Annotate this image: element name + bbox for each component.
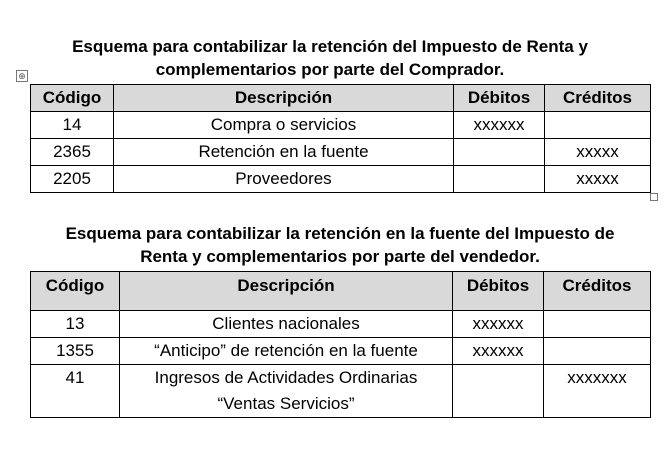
cell-descripcion: Proveedores — [114, 166, 454, 193]
table1-title-line1: Esquema para contabilizar la retención del Impuesto de Renta y — [72, 37, 588, 56]
cell-codigo: 13 — [31, 311, 120, 338]
table-row — [31, 365, 651, 418]
cell-creditos — [544, 338, 651, 365]
header-debitos: Débitos — [454, 85, 545, 112]
cell-codigo: 14 — [31, 112, 114, 139]
table1-title — [20, 35, 640, 81]
table1 — [30, 84, 651, 193]
cell-codigo: 1355 — [31, 338, 120, 365]
table1-header-row — [31, 85, 651, 112]
header-debitos: Débitos — [453, 272, 544, 311]
header-codigo: Código — [31, 272, 120, 311]
table-move-handle-icon[interactable]: ⊕ — [16, 70, 28, 82]
table-row — [31, 166, 651, 193]
cell-creditos: xxxxx — [545, 139, 651, 166]
header-creditos: Créditos — [544, 272, 651, 311]
cell-descripcion: Retención en la fuente — [114, 139, 454, 166]
cell-debitos — [453, 365, 544, 418]
cell-creditos: xxxxx — [545, 166, 651, 193]
table2-header-row — [31, 272, 651, 311]
table2 — [30, 271, 651, 418]
table2-title — [20, 222, 660, 268]
cell-creditos — [544, 311, 651, 338]
cell-debitos: xxxxxx — [454, 112, 545, 139]
table-row — [31, 112, 651, 139]
cell-creditos — [545, 112, 651, 139]
cell-debitos: xxxxxx — [453, 311, 544, 338]
table-row — [31, 311, 651, 338]
header-creditos: Créditos — [545, 85, 651, 112]
header-descripcion: Descripción — [120, 272, 453, 311]
table1-title-line2: complementarios por parte del Comprador. — [155, 60, 505, 79]
cell-debitos — [454, 139, 545, 166]
cell-creditos: xxxxxxx — [544, 365, 651, 418]
cell-descripcion: Compra o servicios — [114, 112, 454, 139]
cell-descripcion: Clientes nacionales — [120, 311, 453, 338]
table2-title-line1: Esquema para contabilizar la retención en la fuente del Impuesto de — [65, 224, 615, 243]
cell-descripcion: “Anticipo” de retención en la fuente — [120, 338, 453, 365]
cell-debitos — [454, 166, 545, 193]
cell-codigo: 2205 — [31, 166, 114, 193]
cell-debitos: xxxxxx — [453, 338, 544, 365]
header-codigo: Código — [31, 85, 114, 112]
cell-codigo: 2365 — [31, 139, 114, 166]
table-row — [31, 139, 651, 166]
header-descripcion: Descripción — [114, 85, 454, 112]
table-resize-handle[interactable] — [650, 193, 658, 201]
cell-codigo: 41 — [31, 365, 120, 418]
table-row — [31, 338, 651, 365]
table2-title-line2: Renta y complementarios por parte del vendedor. — [140, 247, 540, 266]
cell-descripcion: Ingresos de Actividades Ordinarias “Ventas Servicios” — [120, 365, 453, 418]
